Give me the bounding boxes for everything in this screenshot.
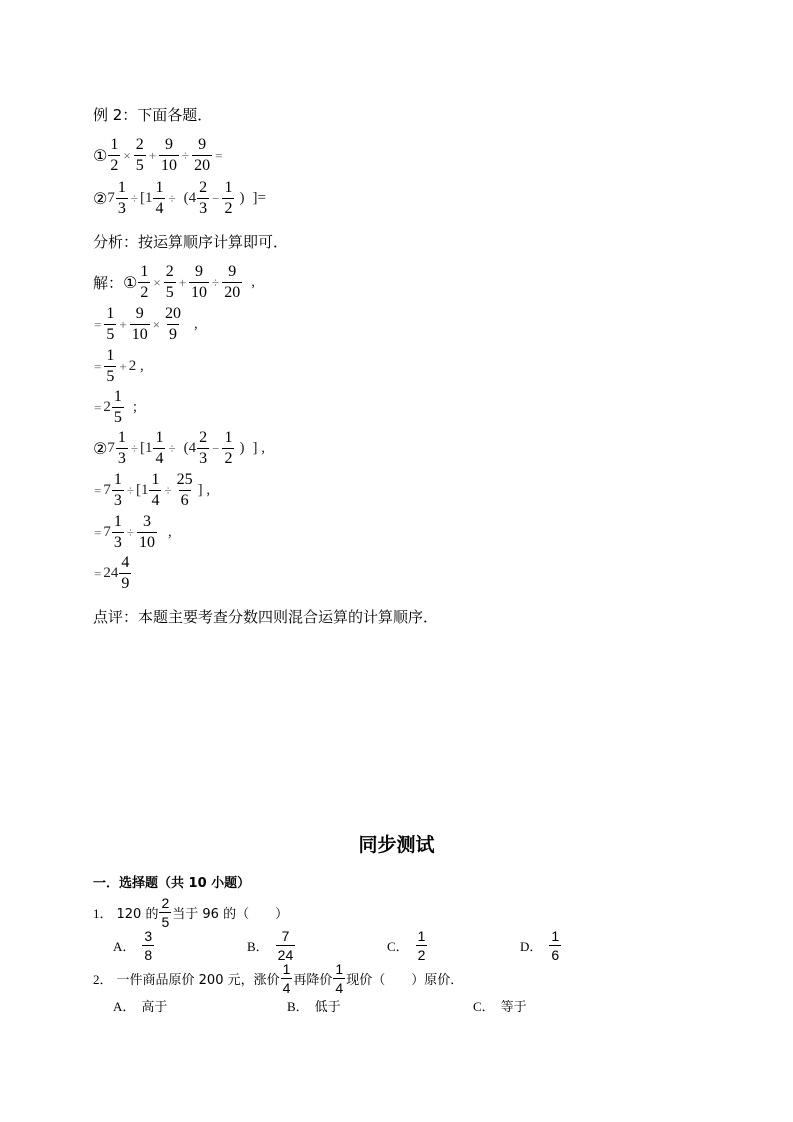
fraction: $\frac{25}{6}$	[176, 471, 193, 509]
fraction: $\frac{1}{4}$	[335, 961, 344, 996]
fraction: $\frac{1}{3}$	[117, 179, 126, 217]
q2-option-c[interactable]: C． 等于	[473, 999, 527, 1015]
fraction: $\frac{7}{24}$	[277, 928, 294, 963]
solution-step-1: 解： ① $\frac{1}{2}$ × $\frac{2}{5}$ + $\frac{9}{10}$ ÷ $\frac{9}{20}$ ,	[93, 263, 255, 301]
fraction: $\frac{1}{3}$	[117, 429, 126, 467]
problem-2: ② 7 $\frac{1}{3}$ ÷ [1 $\frac{1}{4}$ ÷ (4 $\frac{2}{3}$ − $\frac{1}{2}$ ) ]=	[93, 179, 266, 217]
fraction: $\frac{9}{10}$	[191, 263, 208, 301]
fraction: $\frac{2}{3}$	[199, 179, 208, 217]
fraction: $\frac{9}{10}$	[161, 136, 178, 174]
q2-option-a[interactable]: A． 高于	[113, 999, 168, 1015]
q2-option-b[interactable]: B． 低于	[287, 999, 341, 1015]
example-heading	[93, 104, 212, 125]
fraction: $\frac{2}{3}$	[199, 429, 208, 467]
solution-step-8: = 24 $\frac{4}{9}$	[94, 554, 130, 592]
fraction: $\frac{20}{9}$	[165, 305, 182, 343]
problem-2-marker: ②	[93, 189, 108, 208]
fraction: $\frac{1}{5}$	[106, 347, 115, 385]
fraction: $\frac{1}{4}$	[282, 961, 291, 996]
question-1: 1． 120 的 $\frac{2}{5}$ 当于 96 的（ ）	[93, 895, 289, 930]
fraction: $\frac{1}{2}$	[224, 429, 233, 467]
fraction: $\frac{1}{5}$	[106, 305, 115, 343]
solution-step-3: = $\frac{1}{5}$ + 2 ,	[94, 347, 144, 385]
fraction: $\frac{1}{3}$	[113, 513, 122, 551]
fraction: $\frac{1}{2}$	[110, 136, 119, 174]
fraction: $\frac{1}{2}$	[224, 179, 233, 217]
fraction: $\frac{1}{2}$	[140, 263, 149, 301]
fraction: $\frac{3}{8}$	[144, 928, 153, 963]
fraction: $\frac{1}{4}$	[155, 429, 164, 467]
test-title: 同步测试	[358, 834, 435, 856]
fraction: $\frac{9}{20}$	[224, 263, 241, 301]
fraction: $\frac{9}{20}$	[194, 136, 211, 174]
q1-option-a[interactable]: A． $\frac{3}{8}$	[113, 928, 153, 963]
example-heading-text: 例 2：下面各题．	[93, 106, 213, 124]
section-heading: 一．选择题（共 10 小题）	[93, 876, 251, 891]
fraction: $\frac{1}{3}$	[113, 471, 122, 509]
problem-1-marker: ①	[93, 146, 108, 165]
comment: 点评：本题主要考查分数四则混合运算的计算顺序．	[93, 608, 439, 626]
question-2: 2． 一件商品原价 200 元，涨价 $\frac{1}{4}$ 再降价 $\frac{1}{4}$ 现价（ ）原价．	[93, 961, 464, 996]
solution-label: 解：	[93, 274, 124, 292]
fraction: $\frac{1}{5}$	[113, 388, 122, 426]
fraction: $\frac{9}{10}$	[131, 305, 148, 343]
fraction: $\frac{4}{9}$	[121, 554, 130, 592]
analysis: 分析：按运算顺序计算即可．	[93, 233, 289, 251]
fraction: $\frac{3}{10}$	[138, 513, 155, 551]
solution-step-2: = $\frac{1}{5}$ + $\frac{9}{10}$ × $\frac{20}{9}$ ,	[94, 305, 198, 343]
fraction: $\frac{1}{4}$	[151, 471, 160, 509]
q1-option-b[interactable]: B． $\frac{7}{24}$	[247, 928, 294, 963]
fraction: $\frac{2}{5}$	[135, 136, 144, 174]
solution-step-7: = 7 $\frac{1}{3}$ ÷ $\frac{3}{10}$ ,	[94, 513, 172, 551]
fraction: $\frac{2}{5}$	[161, 895, 170, 930]
solution-step-4: = 2 $\frac{1}{5}$ ;	[94, 388, 138, 426]
q1-option-c[interactable]: C． $\frac{1}{2}$	[387, 928, 426, 963]
fraction: $\frac{2}{5}$	[165, 263, 174, 301]
q1-option-d[interactable]: D． $\frac{1}{6}$	[520, 928, 560, 963]
solution-step-6: = 7 $\frac{1}{3}$ ÷ [1 $\frac{1}{4}$ ÷ $\frac{25}{6}$ ] ,	[94, 471, 211, 509]
fraction: $\frac{1}{2}$	[417, 928, 426, 963]
fraction: $\frac{1}{6}$	[551, 928, 560, 963]
problem-1: ① $\frac{1}{2}$ × $\frac{2}{5}$ + $\frac{9}{10}$ ÷ $\frac{9}{20}$ =	[93, 136, 223, 174]
fraction: $\frac{1}{4}$	[155, 179, 164, 217]
solution-step-5: ② 7 $\frac{1}{3}$ ÷ [1 $\frac{1}{4}$ ÷ (4 $\frac{2}{3}$ − $\frac{1}{2}$ ) ] ,	[93, 429, 265, 467]
